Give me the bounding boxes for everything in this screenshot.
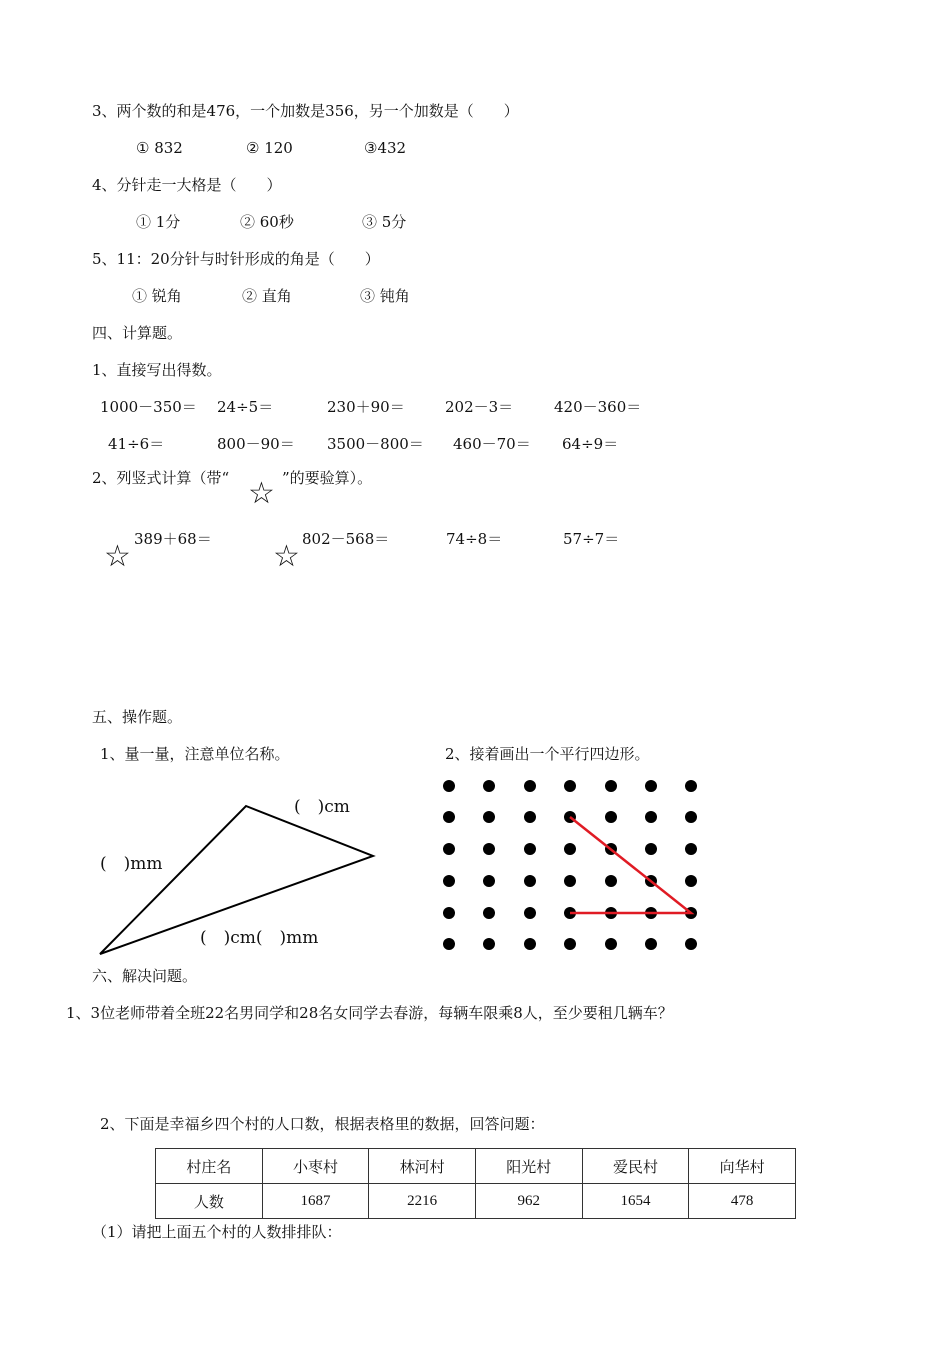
section-5-sub1: 1、量一量，注意单位名称。 [100, 745, 290, 763]
mental-calc-10: 64÷9＝ [562, 435, 619, 453]
q4-option-1: ① 1分 [136, 213, 181, 231]
grid-dot [685, 938, 697, 950]
question-5: 5、11：20分针与时针形成的角是（ ） [92, 250, 380, 268]
section-4-sub2-suffix: ”的要验算）。 [282, 469, 373, 487]
label-mm-left: ( )mm [100, 854, 163, 874]
vertical-calc-4: 57÷7＝ [563, 530, 620, 548]
question-3: 3、两个数的和是476，一个加数是356，另一个加数是（ ） [92, 102, 519, 120]
q4-option-2: ② 60秒 [240, 213, 294, 231]
q4-option-3: ③ 5分 [362, 213, 407, 231]
dot-grid [443, 780, 697, 950]
grid-dot [685, 843, 697, 855]
table-header-cell: 阳光村 [475, 1149, 582, 1184]
problem-2-part-1: （1）请把上面五个村的人数排排队： [92, 1223, 342, 1241]
grid-dot [524, 875, 536, 887]
table-header-cell: 村庄名 [156, 1149, 263, 1184]
table-cell: 962 [475, 1184, 582, 1219]
mental-calc-5: 420－360＝ [554, 398, 642, 416]
section-4-sub1: 1、直接写出得数。 [92, 361, 222, 379]
q5-option-2: ② 直角 [242, 287, 292, 305]
mental-calc-7: 800－90＝ [217, 435, 295, 453]
grid-dot [483, 875, 495, 887]
mental-calc-3: 230＋90＝ [327, 398, 405, 416]
section-6-title: 六、解决问题。 [92, 967, 198, 985]
grid-dot [483, 811, 495, 823]
grid-dot [685, 875, 697, 887]
grid-dot [564, 780, 576, 792]
label-cm-top: ( )cm [294, 797, 350, 817]
grid-dot [483, 780, 495, 792]
q5-option-1: ① 锐角 [132, 287, 182, 305]
mental-calc-2: 24÷5＝ [217, 398, 274, 416]
vertical-calc-3: 74÷8＝ [446, 530, 503, 548]
section-5-title: 五、操作题。 [92, 708, 183, 726]
star-icon-1: ☆ [104, 539, 131, 574]
grid-dot [443, 875, 455, 887]
grid-dot [564, 843, 576, 855]
table-cell: 2216 [369, 1184, 476, 1219]
mental-calc-6: 41÷6＝ [108, 435, 165, 453]
mental-calc-8: 3500－800＝ [327, 435, 424, 453]
grid-dot [483, 938, 495, 950]
grid-dot [483, 843, 495, 855]
grid-dot [605, 938, 617, 950]
table-header-cell: 林河村 [369, 1149, 476, 1184]
grid-dot [524, 938, 536, 950]
section-4-title: 四、计算题。 [92, 324, 183, 342]
table-cell: 478 [689, 1184, 796, 1219]
q3-option-2: ② 120 [246, 139, 293, 157]
mental-calc-1: 1000－350＝ [100, 398, 197, 416]
mental-calc-9: 460－70＝ [453, 435, 531, 453]
grid-dot [564, 938, 576, 950]
grid-dot [524, 811, 536, 823]
star-icon-legend: ☆ [248, 476, 275, 511]
star-icon-2: ☆ [273, 539, 300, 574]
grid-dot [685, 811, 697, 823]
table-cell: 人数 [156, 1184, 263, 1219]
grid-dot [443, 907, 455, 919]
grid-dot [524, 843, 536, 855]
section-4-sub2-prefix: 2、列竖式计算（带“ [92, 469, 230, 487]
grid-dot [443, 938, 455, 950]
grid-dot [443, 780, 455, 792]
grid-dot [645, 811, 657, 823]
table-header-cell: 小枣村 [262, 1149, 369, 1184]
question-4: 4、分针走一大格是（ ） [92, 176, 282, 194]
problem-2: 2、下面是幸福乡四个村的人口数，根据表格里的数据，回答问题： [100, 1115, 545, 1133]
table-header-row [156, 1149, 796, 1184]
grid-dot [685, 780, 697, 792]
grid-dot [483, 907, 495, 919]
grid-dot [605, 811, 617, 823]
label-bottom: ( )cm( )mm [200, 928, 319, 948]
q3-option-3: ③432 [364, 139, 407, 157]
vertical-calc-2: 802－568＝ [302, 530, 390, 548]
table-cell: 1654 [582, 1184, 689, 1219]
grid-dot [645, 843, 657, 855]
problem-1: 1、3位老师带着全班22名男同学和28名女同学去春游，每辆车限乘8人，至少要租几辆车？ [66, 1004, 673, 1022]
mental-calc-4: 202－3＝ [445, 398, 514, 416]
grid-dot [605, 780, 617, 792]
section-5-sub2: 2、接着画出一个平行四边形。 [445, 745, 650, 763]
grid-dot [443, 811, 455, 823]
grid-dot [443, 843, 455, 855]
grid-dot [645, 780, 657, 792]
grid-dot [524, 780, 536, 792]
grid-dot [564, 875, 576, 887]
grid-dot [605, 875, 617, 887]
population-table [155, 1148, 796, 1219]
table-header-cell: 向华村 [689, 1149, 796, 1184]
parallelogram-start-lines [570, 817, 691, 913]
q3-option-1: ① 832 [136, 139, 183, 157]
table-header-cell: 爱民村 [582, 1149, 689, 1184]
table-row [156, 1184, 796, 1219]
grid-dot [645, 938, 657, 950]
q5-option-3: ③ 钝角 [360, 287, 410, 305]
vertical-calc-1: 389＋68＝ [134, 530, 212, 548]
table-cell: 1687 [262, 1184, 369, 1219]
grid-dot [524, 907, 536, 919]
